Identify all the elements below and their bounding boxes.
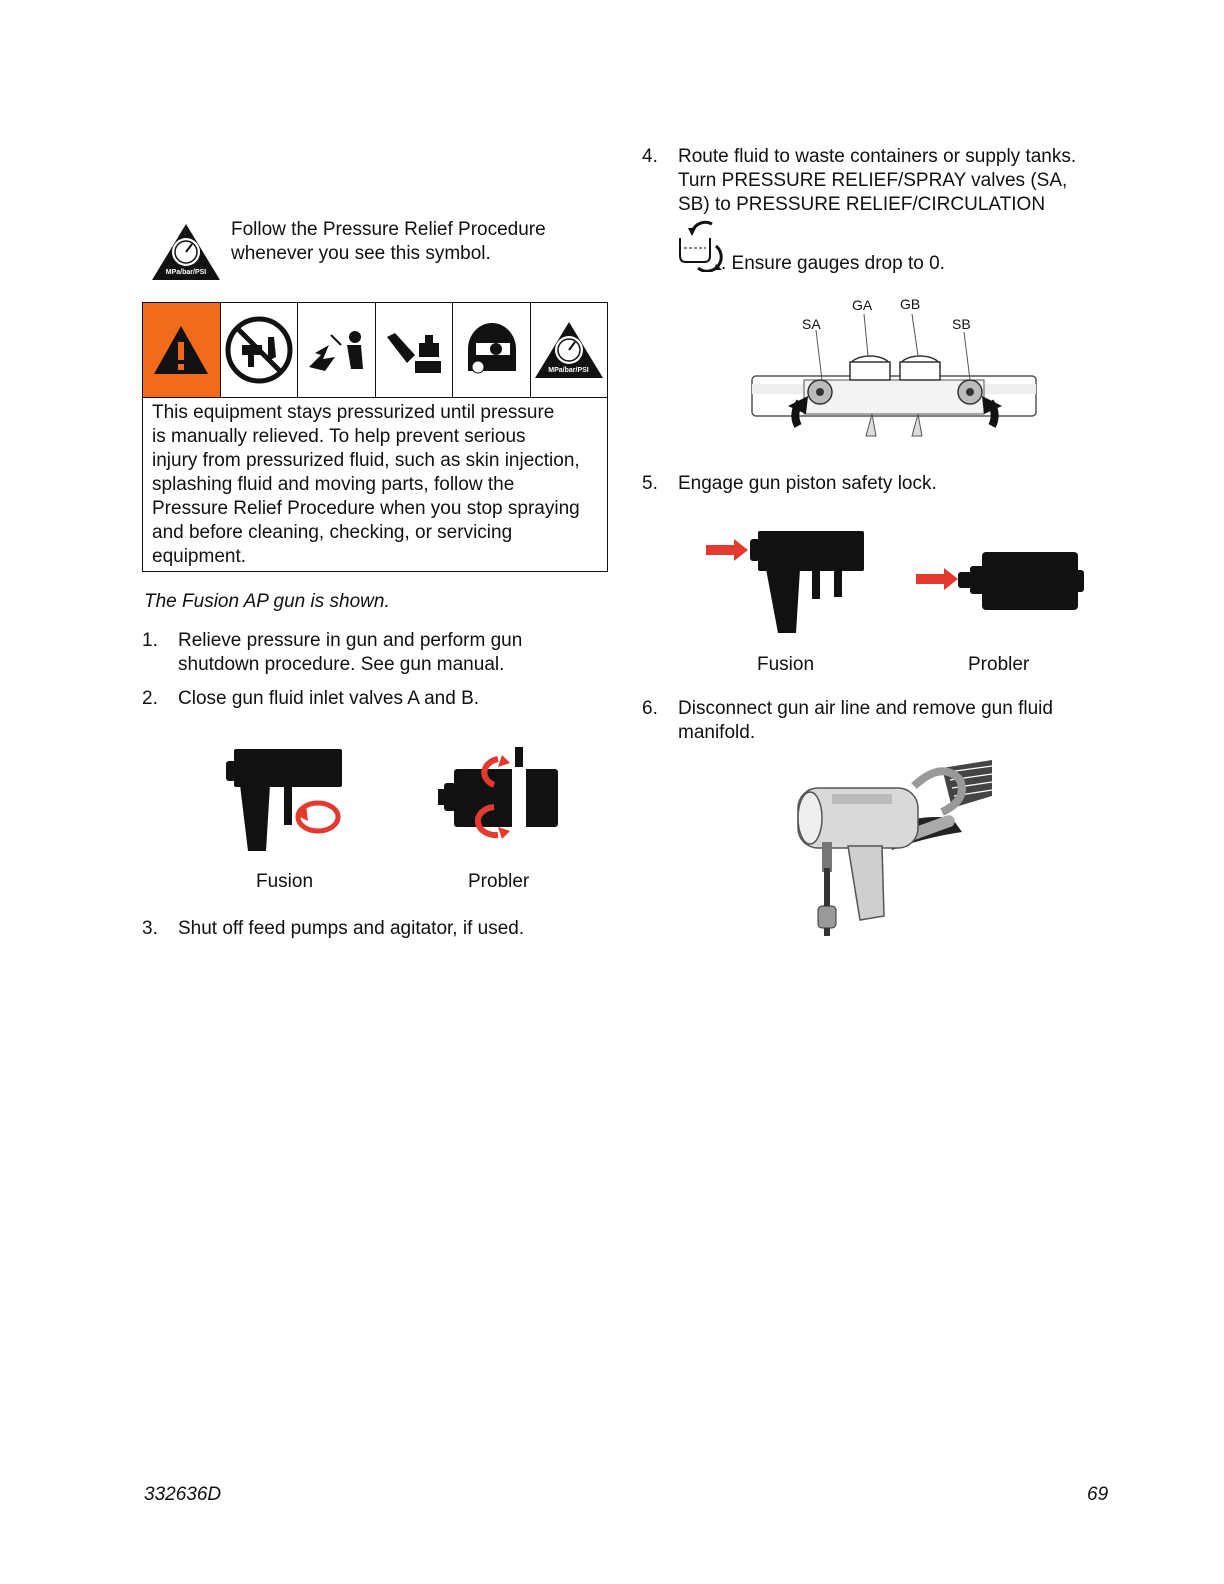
warning-line: equipment. — [152, 546, 247, 567]
pressure-note-line: Follow the Pressure Relief Procedure — [231, 219, 546, 240]
step-2-text: Close gun fluid inlet valves A and B. — [178, 688, 480, 709]
page-number: 69 — [1087, 1484, 1109, 1505]
gauge-label-ga: GA — [852, 297, 873, 313]
moving-parts-icon — [376, 303, 454, 397]
step-4-text — [678, 145, 1076, 217]
splash-injury-icon — [298, 303, 376, 397]
no-hand-spray-icon — [221, 303, 299, 397]
warning-line: is manually relieved. To help prevent serious — [152, 426, 526, 447]
step-6-text — [678, 697, 1053, 745]
probler-gun-valves-illustration — [438, 745, 564, 845]
step-number: 2. — [142, 688, 158, 709]
step-number: 6. — [642, 698, 658, 719]
step-line: Turn PRESSURE RELIEF/SPRAY valves (SA, — [678, 170, 1068, 191]
warning-icons-row — [143, 303, 607, 398]
figure-caption: Fusion — [757, 654, 815, 675]
warning-triangle-icon — [143, 303, 221, 397]
protective-equipment-icon — [453, 303, 531, 397]
step-line: SB) to PRESSURE RELIEF/CIRCULATION — [678, 194, 1046, 215]
step-line: manifold. — [678, 722, 756, 743]
circulation-icon — [676, 214, 724, 272]
step-number: 3. — [142, 918, 158, 939]
step-line: Disconnect gun air line and remove gun fluid — [678, 698, 1053, 719]
gun-note: The Fusion AP gun is shown. — [144, 591, 390, 612]
warning-line: This equipment stays pressurized until pressure — [152, 402, 555, 423]
warning-line: Pressure Relief Procedure when you stop spraying — [152, 498, 580, 519]
step-line: Relieve pressure in gun and perform gun — [178, 630, 523, 651]
step-number: 4. — [642, 146, 658, 167]
symbol-label: MPa/bar/PSI — [548, 367, 589, 374]
warning-box — [142, 302, 608, 572]
pressure-relief-icon — [150, 222, 222, 282]
valve-label-sa: SA — [802, 316, 821, 332]
pressure-note — [231, 218, 546, 266]
doc-number: 332636D — [144, 1484, 222, 1505]
step-3-text: Shut off feed pumps and agitator, if used. — [178, 918, 525, 939]
gauge-label-gb: GB — [900, 296, 921, 312]
valve-label-sb: SB — [952, 316, 971, 332]
pressure-relief-icon — [531, 303, 608, 397]
step-number: 5. — [642, 473, 658, 494]
fluid-manifold-illustration — [748, 296, 1040, 446]
symbol-label: MPa/bar/PSI — [165, 269, 207, 276]
step-line: shutdown procedure. See gun manual. — [178, 654, 505, 675]
fusion-gun-safety-lock-illustration — [704, 527, 868, 637]
figure-caption: Fusion — [256, 871, 314, 892]
gun-manifold-removal-illustration — [792, 756, 996, 938]
warning-line: injury from pressurized fluid, such as skin injection, — [152, 450, 580, 471]
step-5-text: Engage gun piston safety lock. — [678, 473, 937, 494]
step-4-text-end: . Ensure gauges drop to 0. — [721, 253, 945, 274]
step-number: 1. — [142, 630, 158, 651]
pressure-note-line: whenever you see this symbol. — [231, 243, 491, 264]
probler-gun-safety-lock-illustration — [914, 548, 1086, 614]
warning-line: splashing fluid and moving parts, follow the — [152, 474, 515, 495]
warning-text — [152, 401, 604, 569]
step-1-text — [178, 629, 522, 677]
figure-caption: Probler — [968, 654, 1030, 675]
figure-caption: Probler — [468, 871, 530, 892]
warning-line: and before cleaning, checking, or servicing — [152, 522, 513, 543]
fusion-gun-valve-illustration — [226, 745, 350, 855]
step-line: Route fluid to waste containers or supply tanks. — [678, 146, 1077, 167]
